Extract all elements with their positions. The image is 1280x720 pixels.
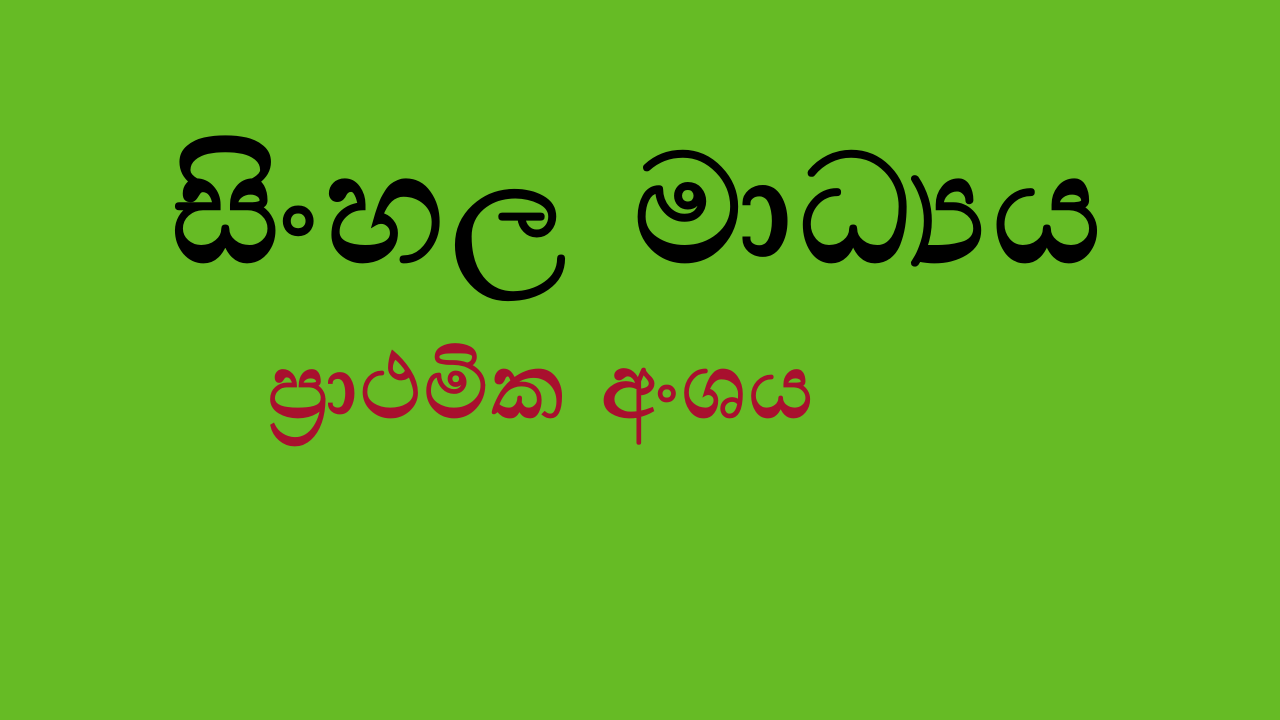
- page-title: සිංහල මාධ්‍යය: [171, 123, 1109, 297]
- page-subtitle: ප්‍රාථමික අංශය: [268, 335, 817, 438]
